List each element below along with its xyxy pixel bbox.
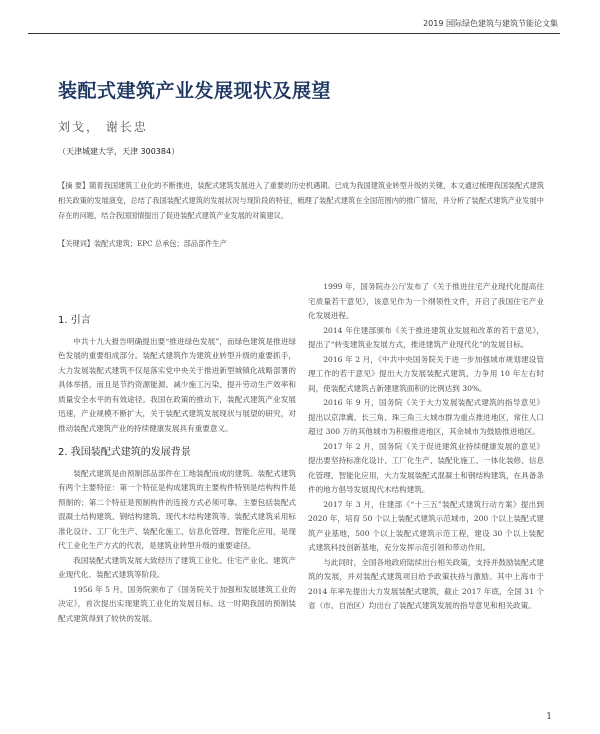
paragraph: 2017 年 2 月，国务院《关于促进建筑业持续健康发展的意见》提出要坚持标准化设计、工厂化生产、装配化施工、一体化装修、信息化管理、智能化应用，大力发展装配式混凝土和钢结构建筑，在具备条件的地方倡导发展现代木结构建筑。 bbox=[308, 441, 544, 494]
paragraph: 1999 年，国务院办公厅发布了《关于推进住宅产业现代化提高住宅质量若干意见》，该意见作为一个纲领性文件，开启了我国住宅产业化发展进程。 bbox=[308, 282, 544, 320]
keywords: 【关键词】装配式建筑；EPC 总承包；部品部件生产 bbox=[58, 239, 227, 248]
paragraph: 1956 年 5 月，国务院颁布了《国务院关于加强和发展建筑工业的决定》，首次提出实现建筑工业化的发展目标。这一时期我国的预制装配式建筑得到了较快的发展。 bbox=[58, 584, 296, 623]
paragraph: 与此同时，全国各地政府陆续出台相关政策，支持并鼓励装配式建筑的发展，并对装配式建筑项目给予政策扶持与激励。其中上海市于 2014 年率先提出大力发展装配式建筑，截止 2017 年底，全国 31 个省（市、自治区）均出台了装配式建筑发展的指导意见和相关政策。 bbox=[308, 557, 544, 610]
paragraph: 装配式建筑是由预制部品部件在工地装配而成的建筑。装配式建筑有两个主要特征：第一个特征是构成建筑的主要构件特别是结构构件是预制的；第二个特征是预制构件的连接方式必须可靠。主要包括装配式混凝土结构建筑、钢结构建筑、现代木结构建筑等。装配式建筑采用标准化设计、工厂化生产、装配化施工、信息化管理、智能化应用，是现代工业化生产方式的代表，是建筑业转型升级的重要途径。 bbox=[58, 468, 296, 550]
section-2-heading: 2. 我国装配式建筑的发展背景 bbox=[58, 447, 191, 458]
paragraph: 我国装配式建筑发展大致经历了建筑工业化、住宅产业化、建筑产业现代化、装配式建筑等阶段。 bbox=[58, 555, 296, 579]
paper-title: 装配式建筑产业发展现状及展望 bbox=[58, 80, 332, 102]
paragraph: 2014 年住建部颁布《关于推进建筑业发展和改革的若干意见》，提出了“转变建筑业发展方式，推进建筑产业现代化”的发展目标。 bbox=[308, 325, 544, 349]
paragraph: 2016 年 9 月，国务院《关于大力发展装配式建筑的指导意见》提出以京津冀、长三角、珠三角三大城市群为重点推进地区，常住人口超过 300 万的其他城市为积极推进地区，其余城市为鼓励推进地区。 bbox=[308, 398, 544, 436]
section-1-heading: 1. 引言 bbox=[58, 315, 91, 326]
conference-header: 2019 国际绿色建筑与建筑节能论文集 bbox=[423, 19, 558, 28]
page-number: 1 bbox=[546, 712, 552, 722]
header-rule bbox=[28, 33, 560, 34]
paper-authors: 刘戈， 谢长忠 bbox=[58, 120, 148, 134]
abstract: 【摘 要】随着我国建筑工业化的不断推进，装配式建筑发展进入了重要的历史机遇期。已成为我国建筑业转型升级的关键，本文通过梳理我国装配式建筑相关政策的发展演变，总结了我国装配式建筑的发展状况与现阶段的特征，梳理了装配式建筑在全国范围内的推广情况，并分析了装配式建筑产业发展中存在的问题，结合我国国情提出了促进装配式建筑产业发展的对策建议。 bbox=[58, 181, 544, 220]
right-column bbox=[308, 280, 544, 614]
paragraph: 2016 年 2 月，《中共中央国务院关于进一步加强城市规划建设管理工作的若干意见》提出大力发展装配式建筑，力争用 10 年左右时间，使装配式建筑占新建建筑面积的比例达到 30%。 bbox=[308, 354, 544, 393]
paragraph: 中共十九大报告明确提出要“推进绿色发展”，而绿色建筑是推进绿色发展的重要组成部分。装配式建筑作为建筑业转型升级的重要抓手，大力发展装配式建筑不仅是落实党中央关于推进新型城镇化战略部署的具体举措，而且是节约资源能源、减少施工污染、提升劳动生产效率和质量安全水平的有效途径。我国在政策的推动下，装配式建筑产业发展迅速，产业规模不断扩大，关于装配式建筑发展现状与展望的研究，对推动装配式建筑产业的持续健康发展具有重要意义。 bbox=[58, 336, 296, 433]
left-column bbox=[58, 314, 296, 626]
paragraph: 2017 年 3 月，住建部《“十三五”装配式建筑行动方案》提出到 2020 年，培育 50 个以上装配式建筑示范城市，200 个以上装配式建筑产业基地，500 个以上装配式建筑示范工程，建设 30 个以上装配式建筑科技创新基地，充分发挥示范引领和带动作用。 bbox=[308, 499, 544, 552]
paper-affiliation: （天津城建大学，天津 300384） bbox=[58, 147, 180, 156]
